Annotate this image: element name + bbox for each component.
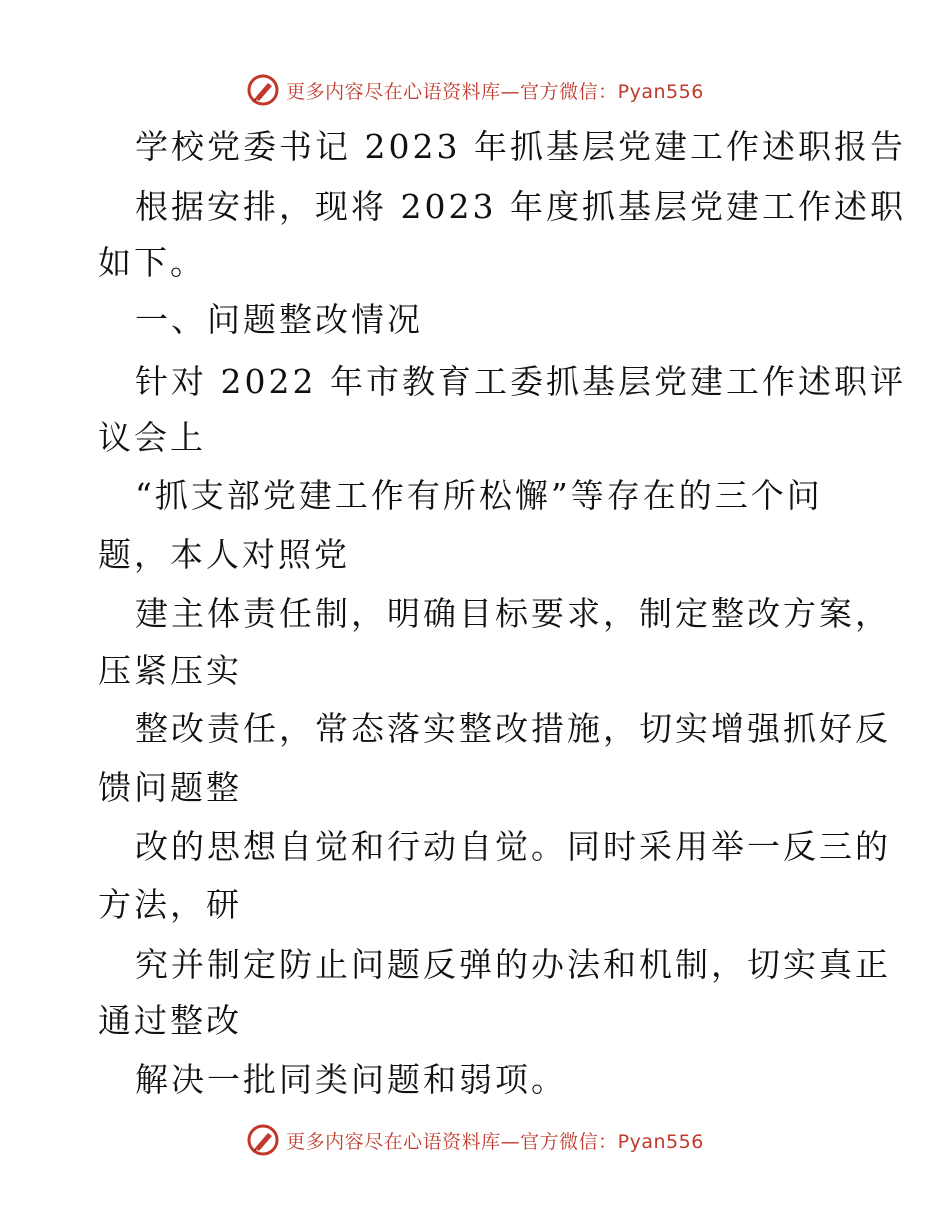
- paragraph-line: 整改责任，常态落实整改措施，切实增强抓好反: [135, 709, 891, 748]
- paragraph-line: 题，本人对照党: [98, 535, 350, 574]
- paragraph-line: 针对 2022 年市教育工委抓基层党建工作述职评: [135, 362, 906, 401]
- paragraph-line: 压紧压实: [98, 651, 242, 690]
- document-title: 学校党委书记 2023 年抓基层党建工作述职报告: [135, 127, 906, 166]
- paragraph-line: 改的思想自觉和行动自觉。同时采用举一反三的: [135, 827, 891, 866]
- watermark-text: 更多内容尽在心语资料库—官方微信：Pyan556: [286, 80, 704, 103]
- paragraph-line: 方法，研: [98, 885, 242, 924]
- paragraph-line: 解决一批同类问题和弱项。: [135, 1060, 567, 1099]
- paragraph-line: 根据安排，现将 2023 年度抓基层党建工作述职: [135, 187, 906, 226]
- pen-logo-icon: [246, 73, 280, 107]
- paragraph-line: 馈问题整: [98, 768, 242, 807]
- section-heading: 一、问题整改情况: [135, 300, 423, 339]
- paragraph-line: 通过整改: [98, 1001, 242, 1040]
- paragraph-line: 如下。: [98, 243, 206, 282]
- paragraph-line: “抓支部党建工作有所松懈”等存在的三个问: [135, 476, 823, 515]
- paragraph-line: 究并制定防止问题反弹的办法和机制，切实真正: [135, 945, 891, 984]
- paragraph-line: 建主体责任制，明确目标要求，制定整改方案，: [135, 594, 891, 633]
- paragraph-line: 议会上: [98, 418, 206, 457]
- watermark-banner-top: [0, 70, 950, 110]
- pen-logo-icon: [246, 1123, 280, 1157]
- watermark-banner-bottom: [0, 1120, 950, 1160]
- watermark-text: 更多内容尽在心语资料库—官方微信：Pyan556: [286, 1130, 704, 1153]
